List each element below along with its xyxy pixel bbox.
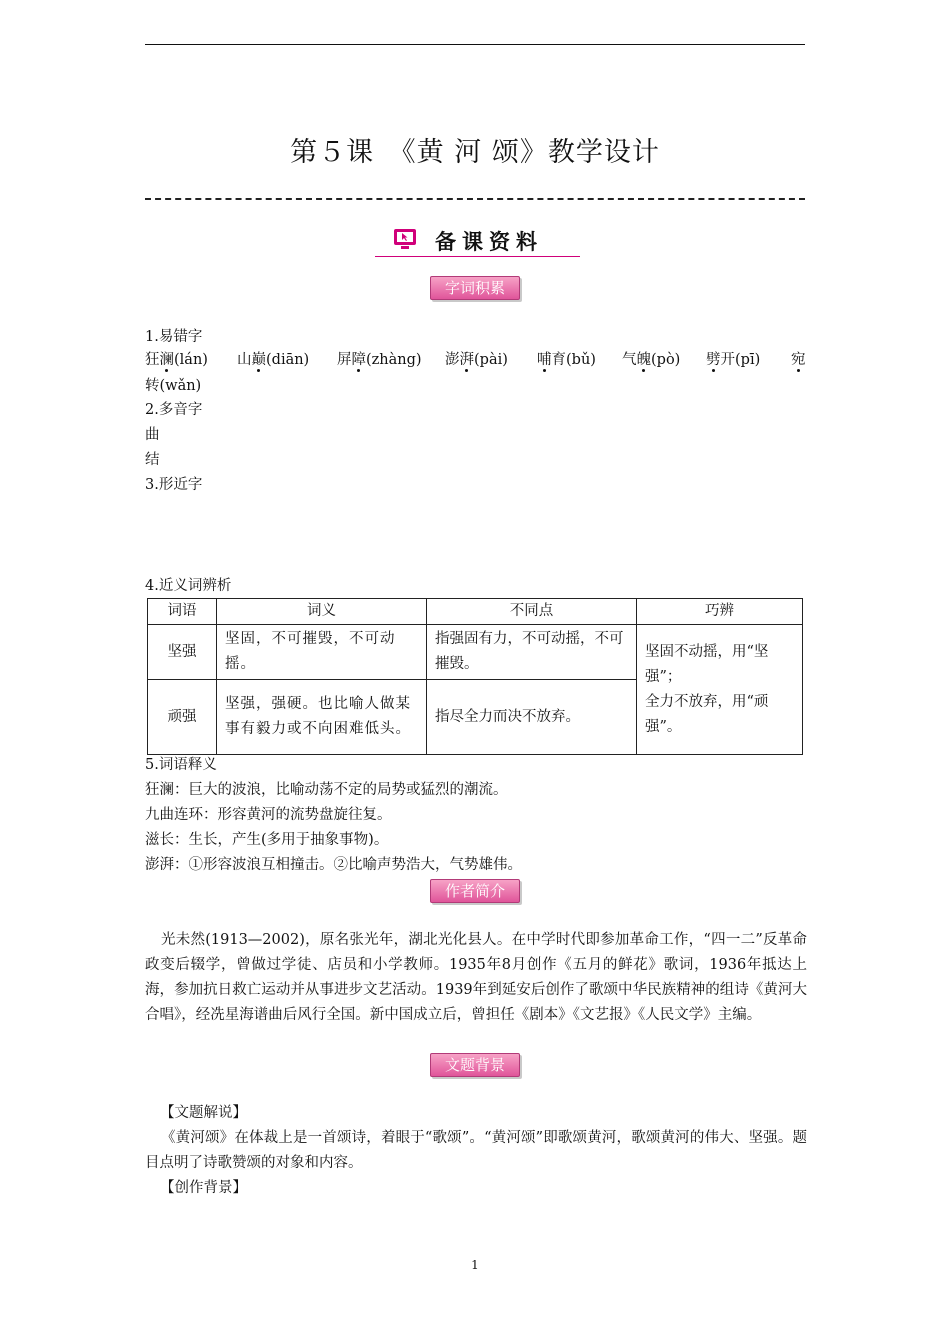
word: 狂澜 <box>145 352 174 368</box>
cell-meaning: 坚固，不可摧毁，不可动摇。 <box>217 625 427 680</box>
banner-underline <box>375 256 580 257</box>
section3-heading: 3.形近字 <box>145 477 203 493</box>
pinyin: (pò) <box>651 352 681 368</box>
title-explanation-paragraph: 《黄河颂》在体裁上是一首颂诗，着眼于“歌颂”。“黄河颂”即歌颂黄河，歌颂黄河的伟大、坚强。题目点明了诗歌赞颂的对象和内容。 <box>145 1130 807 1171</box>
tip-line: 全力不放弃，用“顽强”。 <box>645 693 769 735</box>
word-item <box>791 348 806 373</box>
banner-label: 备课资料 <box>435 230 543 254</box>
page-title: 第５课 《黄 河 颂》教学设计 <box>290 137 660 168</box>
column-header: 词语 <box>148 599 217 625</box>
word-item <box>622 348 680 373</box>
word: 屏障 <box>337 352 366 368</box>
cell-word: 顽强 <box>148 680 217 755</box>
page-number: 1 <box>471 1258 479 1272</box>
definition-line: 澎湃：①形容波浪互相撞击。②比喻声势浩大，气势雄伟。 <box>145 857 522 873</box>
header-rule <box>145 44 805 45</box>
pinyin: (diān) <box>266 352 310 368</box>
pinyin: (bǔ) <box>566 352 596 368</box>
badge-words: 字词积累 <box>430 276 520 300</box>
section1-heading: 1.易错字 <box>145 329 203 345</box>
polyphone-line: 结 <box>145 452 160 468</box>
word-item <box>706 348 760 373</box>
badge-background: 文题背景 <box>430 1053 520 1077</box>
word: 澎湃 <box>445 352 474 368</box>
author-paragraph: 光未然(1913—2002)，原名张光年，湖北光化县人。在中学时代即参加革命工作，“四一二”反革命政变后辍学，曾做过学徒、店员和小学教师。1935年8月创作《五月的鲜花》歌词，1936年抵达上海，参加抗日救亡运动并从事进步文艺活动。1939年到延安后创作了歌颂中华民族精神的组诗《黄河大合唱》，经冼星海谱曲后风行全国。新中国成立后，曾担任《剧本》《文艺报》《人民文学》主编。 <box>145 932 807 1023</box>
tip-line: 坚固不动摇，用“坚强”； <box>645 643 769 685</box>
synonym-table <box>147 598 803 755</box>
cell-tip <box>637 625 803 755</box>
subheading-creation-background: 【创作背景】 <box>160 1180 247 1196</box>
word-item <box>237 348 309 373</box>
cell-difference: 指尽全力而决不放弃。 <box>427 680 637 755</box>
table-row <box>148 625 803 680</box>
pinyin: (zhàng) <box>366 352 422 368</box>
word-item <box>445 348 508 373</box>
cell-word: 坚强 <box>148 625 217 680</box>
word-continuation: 转(wǎn) <box>145 378 202 394</box>
word-item <box>145 348 208 373</box>
word: 哺育 <box>537 352 566 368</box>
word-item <box>337 348 422 373</box>
definition-line: 九曲连环：形容黄河的流势盘旋往复。 <box>145 807 392 823</box>
section-banner <box>375 226 580 260</box>
section2-heading: 2.多音字 <box>145 402 203 418</box>
column-header: 不同点 <box>427 599 637 625</box>
polyphone-line: 曲 <box>145 427 160 443</box>
cell-difference: 指强固有力，不可动摇，不可摧毁。 <box>427 625 637 680</box>
badge-author: 作者简介 <box>430 879 520 903</box>
section5-heading: 5.词语释义 <box>145 757 217 773</box>
column-header: 巧辨 <box>637 599 803 625</box>
definition-line: 狂澜：巨大的波浪，比喻动荡不定的局势或猛烈的潮流。 <box>145 782 508 798</box>
pinyin: (pī) <box>735 352 761 368</box>
subheading-title-explanation: 【文题解说】 <box>160 1105 247 1121</box>
word: 山巅 <box>237 352 266 368</box>
pinyin: (lán) <box>174 352 208 368</box>
word: 劈开 <box>706 352 735 368</box>
table-header-row <box>148 599 803 625</box>
pinyin: (pài) <box>474 352 508 368</box>
dashed-divider <box>145 198 805 200</box>
definition-line: 滋长：生长，产生(多用于抽象事物)。 <box>145 832 389 848</box>
monitor-cursor-icon <box>393 228 417 250</box>
word-item <box>537 348 596 373</box>
column-header: 词义 <box>217 599 427 625</box>
word: 气魄 <box>622 352 651 368</box>
word: 宛 <box>791 352 806 368</box>
cell-meaning: 坚强，强硬。也比喻人做某事有毅力或不向困难低头。 <box>217 680 427 755</box>
section4-heading: 4.近义词辨析 <box>145 578 232 594</box>
